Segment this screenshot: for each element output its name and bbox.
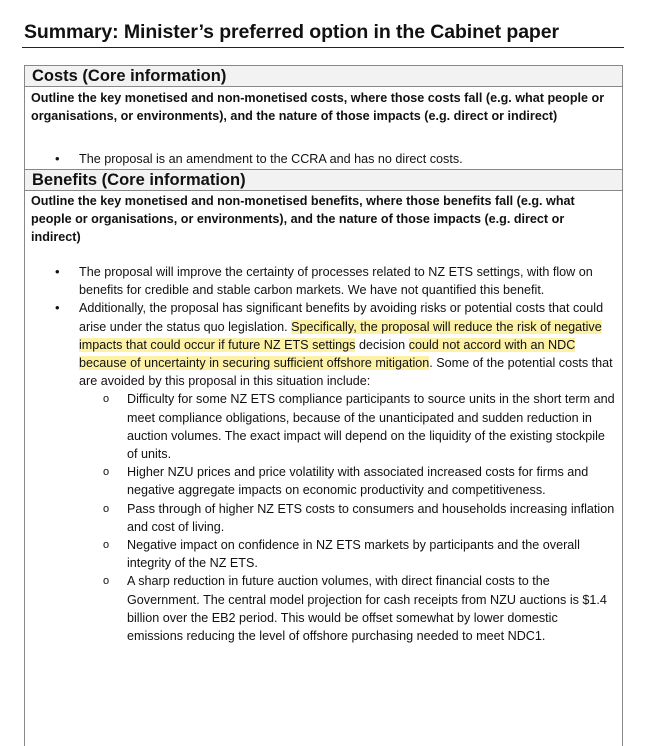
costs-bullet-list (31, 150, 616, 168)
sub-list-item: o Negative impact on confidence in NZ ETS markets by participants and the overall integrity of the NZ ETS. (79, 536, 616, 572)
costs-heading: Costs (Core information) (25, 65, 622, 87)
sub-list-item: o Higher NZU prices and price volatility with associated increased costs for firms and negative aggregate impacts on economic productivity and competitiveness. (79, 463, 616, 499)
bullet2-text-after: . Some of the potential costs that are avoided by this proposal in this situation include: (79, 356, 613, 389)
highlighted-text-b: could not accord with an NDC because of uncertainty in securing sufficient offshore mitigation (79, 337, 576, 371)
benefits-bullet-item-2 (31, 299, 616, 645)
page-title: Summary: Minister’s preferred option in the Cabinet paper (24, 21, 559, 43)
sub-list-item: o Difficulty for some NZ ETS compliance participants to source units in the short term and meet compliance obligations, because of the unanticipated and sudden reduction in auction volumes. The exact impact will depend on the liquidity of the existing stockpile of units. (79, 390, 616, 463)
sub-list-item: o A sharp reduction in future auction volumes, with direct financial costs to the Government. The central model projection for cash receipts from NZU auctions is $1.4 billion over the EB2 period. This would be offset somewhat by lower domestic emissions reducing the level of offshore purchasing needed to meet NDC1. (79, 572, 616, 645)
sub-list-item: o Pass through of higher NZ ETS costs to consumers and households increasing inflation and cost of living. (79, 500, 616, 536)
bullet2-text-before: Additionally, the proposal has significant benefits by avoiding risks or potential costs that could arise under the status quo legislation. (79, 301, 604, 334)
benefits-prompt: Outline the key monetised and non-monetised benefits, where those benefits fall (e.g. what people or organisations, or environments), and the nature of those impacts (e.g. direct or indirect) (31, 194, 575, 245)
costs-bullet-item: • The proposal is an amendment to the CCRA and has no direct costs. (31, 150, 616, 168)
bullet2-text-mid: decision (355, 337, 409, 352)
costs-prompt: Outline the key monetised and non-monetised costs, where those costs fall (e.g. what people or organisations, or environments), and the nature of those impacts (e.g. direct or indirect) (31, 91, 605, 124)
highlighted-text-a: Specifically, the proposal will reduce the risk of negative impacts that could occur if future NZ ETS settings (79, 319, 602, 352)
benefits-bullet-list (31, 263, 616, 645)
avoided-costs-sublist (79, 390, 616, 645)
title-divider (22, 47, 624, 48)
benefits-bullet-item-1: • The proposal will improve the certainty of processes related to NZ ETS settings, with flow on benefits for credible and stable carbon markets. We have not quantified this benefit. (31, 263, 616, 299)
benefits-heading: Benefits (Core information) (25, 169, 622, 191)
